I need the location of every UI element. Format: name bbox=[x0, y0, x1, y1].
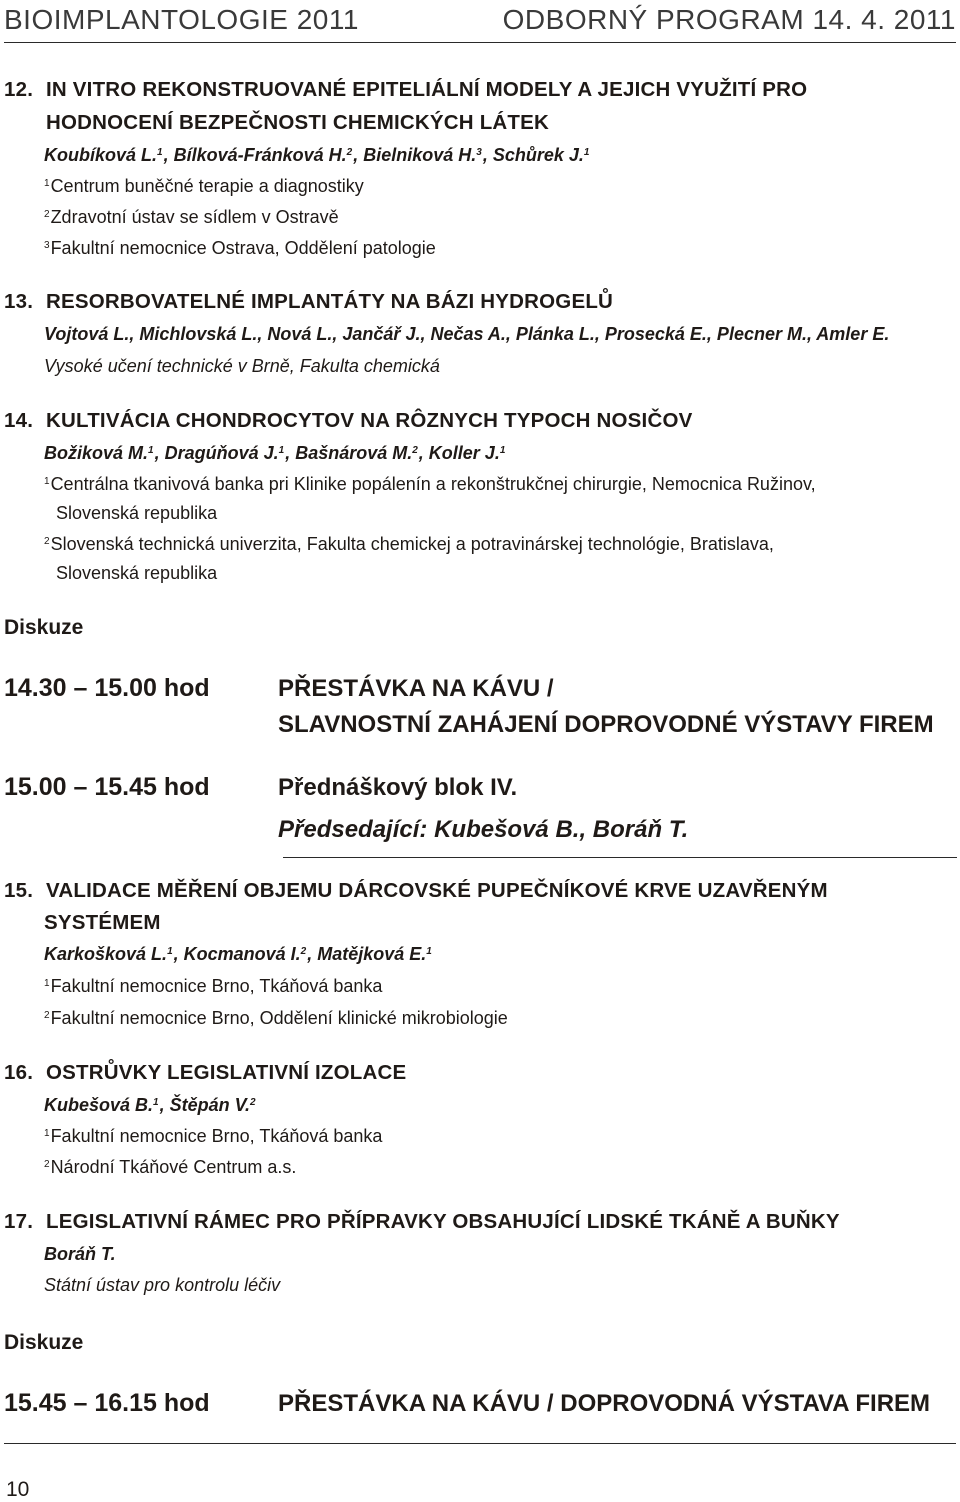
talk-17-authors: Boráň T. bbox=[44, 1244, 116, 1264]
talk-12-title: 12. IN VITRO REKONSTRUOVANÉ EPITELIÁLNÍ MODELY A JEJICH VYUŽITÍ PRO bbox=[4, 78, 808, 101]
talk-13-authors: Vojtová L., Michlovská L., Nová L., Jančář J., Nečas A., Plánka L., Prosecká E., Plecner M., Amler E. bbox=[44, 324, 890, 344]
block-4-chairs: Předsedající: Kubešová B., Boráň T. bbox=[278, 816, 689, 843]
talk-14-affiliation-2: $^2$Slovenská technická univerzita, Fakulta chemickej a potravinárskej technológie, Bratislava, bbox=[44, 534, 774, 554]
talk-12-title-cont: HODNOCENÍ BEZPEČNOSTI CHEMICKÝCH LÁTEK bbox=[46, 111, 550, 134]
talk-16-title: 16. OSTRŮVKY LEGISLATIVNÍ IZOLACE bbox=[4, 1061, 407, 1084]
talk-13-affiliation: Vysoké učení technické v Brně, Fakulta chemická bbox=[44, 356, 440, 376]
break-1-title: PŘESTÁVKA NA KÁVU / bbox=[278, 675, 554, 702]
talk-15-title-cont: SYSTÉMEM bbox=[44, 911, 161, 934]
running-header bbox=[4, 2, 956, 43]
talk-16-authors: Kubešová B.$^1$, Štěpán V.$^2$ bbox=[44, 1095, 256, 1115]
talk-14-authors: Božiková M.$^1$, Dragúňová J.$^1$, Bašnárová M.$^2$, Koller J.$^1$ bbox=[44, 443, 506, 463]
talk-12-authors: Koubíková L.$^1$, Bílková-Fránková H.$^2$, Bielniková H.$^3$, Schůrek J.$^1$ bbox=[44, 145, 590, 165]
page-number: 10 bbox=[6, 1478, 30, 1501]
talk-14-affiliation-1-cont: Slovenská republika bbox=[56, 503, 218, 523]
talk-15-authors: Karkošková L.$^1$, Kocmanová I.$^2$, Matějková E.$^1$ bbox=[44, 944, 432, 964]
talk-15-title: 15. VALIDACE MĚŘENÍ OBJEMU DÁRCOVSKÉ PUPEČNÍKOVÉ KRVE UZAVŘENÝM bbox=[4, 879, 828, 902]
break-2-time: 15.45 – 16.15 hod bbox=[4, 1389, 210, 1417]
talk-12-affiliation-3: $^3$Fakultní nemocnice Ostrava, Oddělení patologie bbox=[44, 238, 436, 258]
talk-14-title: 14. KULTIVÁCIA CHONDROCYTOV NA RÔZNYCH TYPOCH NOSIČOV bbox=[4, 409, 693, 432]
talk-15-affiliation-2: $^2$Fakultní nemocnice Brno, Oddělení klinické mikrobiologie bbox=[44, 1008, 508, 1028]
talk-16-affiliation-2: $^2$Národní Tkáňové Centrum a.s. bbox=[44, 1157, 297, 1177]
header-program-date: ODBORNÝ PROGRAM 14. 4. 2011 bbox=[502, 4, 956, 35]
block-4-title: Přednáškový blok IV. bbox=[278, 774, 518, 801]
break-2-title: PŘESTÁVKA NA KÁVU / DOPROVODNÁ VÝSTAVA FIREM bbox=[278, 1390, 931, 1417]
discussion-label-2: Diskuze bbox=[4, 1331, 84, 1354]
talk-14-affiliation-2-cont: Slovenská republika bbox=[56, 563, 218, 583]
break-1-title-cont: SLAVNOSTNÍ ZAHÁJENÍ DOPROVODNÉ VÝSTAVY FIREM bbox=[278, 711, 934, 738]
discussion-label: Diskuze bbox=[4, 616, 84, 639]
talk-13-title: 13. RESORBOVATELNÉ IMPLANTÁTY NA BÁZI HYDROGELŮ bbox=[4, 290, 614, 313]
talk-14-affiliation-1: $^1$Centrálna tkanivová banka pri Klinike popálenín a rekonštrukčnej chirurgie, Nemocnica Ružinov, bbox=[44, 474, 816, 494]
block-divider bbox=[283, 857, 957, 858]
talk-15-affiliation-1: $^1$Fakultní nemocnice Brno, Tkáňová banka bbox=[44, 976, 383, 996]
block-4-time: 15.00 – 15.45 hod bbox=[4, 773, 210, 801]
break-1-time: 14.30 – 15.00 hod bbox=[4, 674, 210, 702]
talk-17-affiliation: Státní ústav pro kontrolu léčiv bbox=[44, 1275, 281, 1295]
talk-16-affiliation-1: $^1$Fakultní nemocnice Brno, Tkáňová banka bbox=[44, 1126, 383, 1146]
talk-12-affiliation-2: $^2$Zdravotní ústav se sídlem v Ostravě bbox=[44, 207, 339, 227]
header-conference: BIOIMPLANTOLOGIE 2011 bbox=[4, 4, 359, 35]
talk-17-title: 17. LEGISLATIVNÍ RÁMEC PRO PŘÍPRAVKY OBSAHUJÍCÍ LIDSKÉ TKÁNĚ A BUŇKY bbox=[4, 1210, 840, 1233]
footer-divider bbox=[4, 1443, 956, 1444]
talk-12-affiliation-1: $^1$Centrum buněčné terapie a diagnostiky bbox=[44, 176, 364, 196]
